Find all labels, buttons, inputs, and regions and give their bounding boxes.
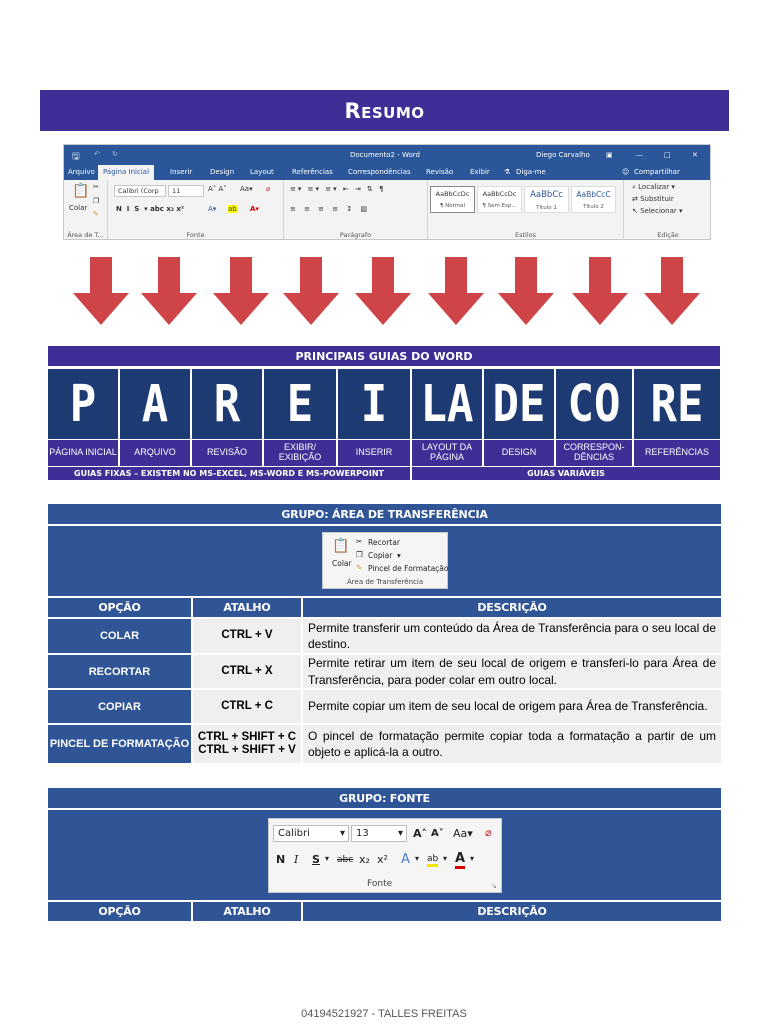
mnemonic-letter: RE bbox=[634, 369, 720, 439]
page-title bbox=[40, 90, 729, 131]
highlight-icon: ab bbox=[427, 854, 438, 867]
table-row-shortcut: CTRL + X bbox=[193, 655, 301, 688]
ribbon-options-icon: ▣ bbox=[606, 151, 613, 159]
snippet-group-label: Área de Transferência bbox=[347, 578, 424, 586]
down-arrow-icon bbox=[141, 257, 197, 325]
snippet-copy-label: Copiar bbox=[368, 551, 393, 560]
ribbon-tab: Arquivo bbox=[68, 168, 95, 176]
mnemonic-letter: A bbox=[120, 369, 190, 439]
paste-icon: 📋 bbox=[72, 183, 90, 199]
mnemonic-letter: CO bbox=[556, 369, 632, 439]
mnemonic-letter: LA bbox=[412, 369, 482, 439]
down-arrow-icon bbox=[498, 257, 554, 325]
snippet-cut-label: Recortar bbox=[368, 538, 400, 547]
tab-label: CORRESPON-DÊNCIAS bbox=[556, 440, 632, 466]
ribbon-tab: Revisão bbox=[426, 168, 454, 176]
ribbon-tell-me: Diga-me bbox=[516, 168, 546, 176]
tab-label: REVISÃO bbox=[192, 440, 262, 466]
style-card: AaBbCc Título 1 bbox=[524, 186, 569, 213]
ribbon-title-bar bbox=[64, 145, 710, 165]
column-header-option: OPÇÃO bbox=[48, 598, 191, 617]
page-title-initial: R bbox=[344, 98, 362, 123]
style-card: AaBbCcDc ¶ Sem Esp... bbox=[477, 186, 522, 213]
replace-item: ⇄ Substituir bbox=[632, 195, 674, 203]
highlight-icon: ab bbox=[228, 205, 237, 213]
ribbon-group-editing bbox=[624, 180, 711, 240]
mnemonic-letter: R bbox=[192, 369, 262, 439]
change-case-icon: Aa▾ bbox=[240, 185, 253, 193]
snippet-paste-label: Colar bbox=[332, 559, 352, 568]
text-effects-icon: A▾ bbox=[208, 205, 217, 213]
copy-icon: ❐ bbox=[356, 550, 363, 559]
ribbon-share: Compartilhar bbox=[634, 168, 680, 176]
ribbon-group-paragraph bbox=[284, 180, 428, 240]
page-footer: 04194521927 - TALLES FREITAS bbox=[301, 1008, 467, 1020]
table-row-description: O pincel de formatação permite copiar toda a formatação a partir de um objeto e aplicá-la a outro. bbox=[303, 725, 721, 763]
superscript-icon: x² bbox=[377, 853, 388, 866]
column-header-shortcut: ATALHO bbox=[193, 598, 301, 617]
share-icon: ☺ bbox=[622, 168, 630, 176]
tab-label: EXIBIR/ EXIBIÇÃO bbox=[264, 440, 336, 466]
word-ribbon-screenshot bbox=[63, 144, 711, 240]
format-buttons-icon: N I S ▾ abc x₂ x² bbox=[116, 205, 184, 213]
style-card: AaBbCcDc ¶ Normal bbox=[430, 186, 475, 213]
down-arrow-icon bbox=[73, 257, 129, 325]
table-row-description: Permite transferir um conteúdo da Área de Transferência para o seu local de destino. bbox=[303, 619, 721, 653]
subscript-icon: x₂ bbox=[359, 853, 370, 866]
font-name-select: Calibri ▾ bbox=[273, 825, 349, 842]
format-painter-icon: ✎ bbox=[93, 210, 99, 218]
ribbon-tab: Design bbox=[210, 168, 235, 176]
down-arrow-icon bbox=[355, 257, 411, 325]
chevron-down-icon: ▾ bbox=[470, 854, 475, 863]
select-item: ↖ Selecionar ▾ bbox=[632, 207, 683, 215]
column-header-description: DESCRIÇÃO bbox=[303, 902, 721, 921]
lightbulb-icon: ⚗ bbox=[504, 168, 511, 176]
ribbon-paste-label: Colar bbox=[69, 204, 88, 212]
chevron-down-icon: ▾ bbox=[397, 828, 403, 839]
tab-label: DESIGN bbox=[484, 440, 554, 466]
chevron-down-icon: ▾ bbox=[443, 854, 448, 863]
down-arrow-icon bbox=[572, 257, 628, 325]
mnemonic-letter: I bbox=[338, 369, 410, 439]
table-row-shortcut: CTRL + SHIFT + C CTRL + SHIFT + V bbox=[193, 725, 301, 763]
table-row-description: Permite retirar um item de seu local de origem e transferi-lo para Área de Transferência, para poder colar em outro local. bbox=[303, 655, 721, 688]
font-color-icon: A▾ bbox=[250, 205, 259, 213]
table-row-option: COLAR bbox=[48, 619, 191, 653]
table-row-description: Permite copiar um item de seu local de origem para Área de Transferência. bbox=[303, 690, 721, 723]
chevron-down-icon: ▾ bbox=[325, 854, 330, 863]
italic-icon: I bbox=[294, 853, 299, 866]
chevron-down-icon: ▾ bbox=[397, 551, 401, 560]
find-item: ⌕ Localizar ▾ bbox=[632, 183, 675, 191]
cut-icon: ✂ bbox=[93, 183, 99, 191]
cut-icon: ✂ bbox=[356, 537, 363, 546]
ribbon-tabs bbox=[64, 165, 710, 180]
ribbon-group-font bbox=[108, 180, 284, 240]
ribbon-group-clipboard bbox=[64, 180, 108, 240]
clipboard-heading: GRUPO: ÁREA DE TRANSFERÊNCIA bbox=[48, 504, 721, 524]
save-icon: 🖫 bbox=[72, 152, 80, 162]
change-case-icon: Aa▾ bbox=[453, 827, 473, 840]
tab-label: REFERÊNCIAS bbox=[634, 440, 720, 466]
align-icons: ≡ ≡ ≡ ≡ ↕ ▧ bbox=[290, 205, 371, 213]
ribbon-group-label: Edição bbox=[657, 231, 679, 239]
ribbon-tab: Correspondências bbox=[348, 168, 411, 176]
grow-font-icon: A˄ bbox=[413, 827, 428, 840]
copy-icon: ❐ bbox=[93, 197, 100, 205]
ribbon-tab: Referências bbox=[292, 168, 333, 176]
redo-icon: ↻ bbox=[112, 150, 118, 158]
grow-font-icon: A˄ A˅ bbox=[208, 185, 227, 193]
bold-icon: N bbox=[276, 853, 286, 866]
snippet-painter-label: Pincel de Formatação bbox=[368, 564, 449, 573]
font-size-box: 11 bbox=[168, 185, 204, 197]
mnemonic-letter: P bbox=[48, 369, 118, 439]
clear-format-icon: ⌀ bbox=[266, 185, 271, 193]
font-snippet bbox=[268, 818, 502, 893]
style-card: AaBbCcC Título 2 bbox=[571, 186, 616, 213]
table-row-option: PINCEL DE FORMATAÇÃO bbox=[48, 725, 191, 763]
table-row-shortcut: CTRL + V bbox=[193, 619, 301, 653]
format-painter-icon: ✎ bbox=[356, 563, 363, 572]
font-name-box: Calibri (Corp bbox=[114, 185, 166, 197]
variable-tabs-note: GUIAS VARIÁVEIS bbox=[412, 467, 720, 480]
ribbon-tab: Layout bbox=[250, 168, 274, 176]
list-icons: ≡▾ ≡▾ ≡▾ ⇤ ⇥ ⇅ ¶ bbox=[290, 185, 386, 193]
ribbon-body bbox=[64, 180, 710, 240]
table-row-option: RECORTAR bbox=[48, 655, 191, 688]
clipboard-snippet bbox=[322, 532, 448, 589]
down-arrow-icon bbox=[213, 257, 269, 325]
ribbon-tab: Inserir bbox=[170, 168, 193, 176]
paste-icon: 📋 bbox=[332, 538, 350, 554]
word-tabs-heading: PRINCIPAIS GUIAS DO WORD bbox=[48, 346, 720, 366]
down-arrow-icon bbox=[428, 257, 484, 325]
font-color-icon: A bbox=[455, 851, 465, 869]
ribbon-user: Diego Carvalho bbox=[536, 151, 590, 159]
chevron-down-icon: ▾ bbox=[339, 828, 345, 839]
maximize-icon: □ bbox=[664, 151, 671, 159]
ribbon-group-styles bbox=[428, 180, 624, 240]
font-group-label: Fonte bbox=[367, 879, 393, 889]
ribbon-tab: Exibir bbox=[470, 168, 490, 176]
ribbon-group-label: Parágrafo bbox=[339, 231, 372, 239]
table-row-shortcut: CTRL + C bbox=[193, 690, 301, 723]
minimize-icon: — bbox=[636, 151, 643, 159]
column-header-option: OPÇÃO bbox=[48, 902, 191, 921]
tab-label: LAYOUT DA PÁGINA bbox=[412, 440, 482, 466]
tab-label: PÁGINA INICIAL bbox=[48, 440, 118, 466]
down-arrow-icon bbox=[644, 257, 700, 325]
ribbon-group-label: Área de T... bbox=[67, 231, 104, 239]
font-heading: GRUPO: FONTE bbox=[48, 788, 721, 808]
chevron-down-icon: ▾ bbox=[415, 854, 420, 863]
undo-icon: ↶ bbox=[94, 150, 100, 158]
mnemonic-letter: E bbox=[264, 369, 336, 439]
underline-icon: S bbox=[312, 853, 320, 866]
ribbon-doc-title: Documento2 - Word bbox=[350, 151, 420, 159]
tab-label: ARQUIVO bbox=[120, 440, 190, 466]
column-header-shortcut: ATALHO bbox=[193, 902, 301, 921]
mnemonic-letter: DE bbox=[484, 369, 554, 439]
ribbon-tab-active: Página Inicial bbox=[98, 165, 154, 180]
dialog-launcher-icon: ↘ bbox=[491, 882, 497, 890]
fixed-tabs-note: GUIAS FIXAS – EXISTEM NO MS-EXCEL, MS-WORD E MS-POWERPOINT bbox=[48, 467, 410, 480]
close-icon: ✕ bbox=[692, 151, 698, 159]
ribbon-group-label: Estilos bbox=[514, 231, 537, 239]
shrink-font-icon: A˅ bbox=[431, 828, 444, 839]
tab-label: INSERIR bbox=[338, 440, 410, 466]
table-row-option: COPIAR bbox=[48, 690, 191, 723]
clear-format-icon: ⌀ bbox=[485, 826, 492, 839]
down-arrow-icon bbox=[283, 257, 339, 325]
text-effects-icon: A bbox=[401, 852, 410, 867]
column-header-description: DESCRIÇÃO bbox=[303, 598, 721, 617]
strikethrough-icon: abc bbox=[337, 855, 354, 865]
font-size-select: 13 ▾ bbox=[351, 825, 407, 842]
ribbon-group-label: Fonte bbox=[186, 231, 205, 239]
page-title-rest: esumo bbox=[361, 98, 425, 123]
